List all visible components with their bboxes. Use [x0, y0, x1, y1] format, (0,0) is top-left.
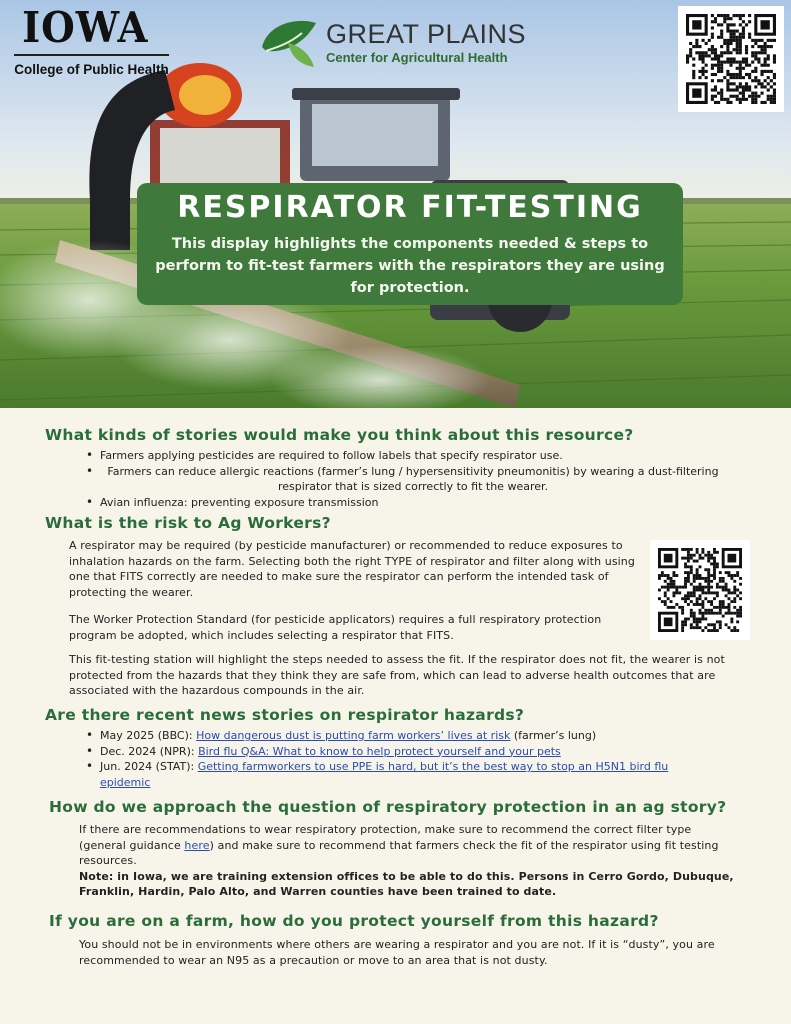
- risk-paragraph-2: The Worker Protection Standard (for pesticide applicators) requires a full respiratory protection program be adopted, which includes selecting a respirator that FITS.: [69, 613, 602, 642]
- protect-paragraph: You should not be in environments where others are wearing a respirator and you are not. If it is “dusty”, you are recommended to wear an N95 as a precaution or move to an area that is not dusty.: [79, 938, 715, 967]
- news-note: (farmer’s lung): [510, 729, 597, 742]
- approach-note: Note: in Iowa, we are training extension offices to be able to do this. Persons in Cerro Gordo, Dubuque, Franklin, Hardin, Palo Alto, and Warren counties have been trained to date.: [79, 869, 734, 899]
- iowa-wordmark: IOWA: [22, 3, 149, 52]
- news-link-stat[interactable]: Getting farmworkers to use PPE is hard, but it’s the best way to stop an H5N1 bird flu epidemic: [100, 760, 669, 789]
- college-name: College of Public Health: [14, 62, 169, 77]
- qr-code-top[interactable]: [678, 6, 784, 112]
- page-subtitle: This display highlights the components needed & steps to perform to fit-test farmers with the respirators they are using for protection.: [155, 236, 665, 296]
- approach-heading: How do we approach the question of respiratory protection in an ag story?: [49, 798, 727, 816]
- great-plains-subtitle: Center for Agricultural Health: [326, 49, 508, 65]
- news-source: Dec. 2024 (NPR):: [100, 744, 199, 758]
- qr-code-inline[interactable]: [650, 540, 750, 640]
- news-link-bbc[interactable]: How dangerous dust is putting farm workers’ lives at risk: [196, 729, 511, 742]
- risk-heading: What is the risk to Ag Workers?: [45, 514, 331, 532]
- news-item: [86, 744, 706, 760]
- news-source: May 2025 (BBC):: [100, 729, 197, 742]
- list-item: • Farmers can reduce allergic reactions (farmer’s lung / hypersensitivity pneumonitis) by wearing a dust-filtering respirator that is sized correctly to fit the wearer.: [86, 464, 726, 495]
- qr-code-icon: [658, 548, 742, 632]
- list-item: • Farmers applying pesticides are required to follow labels that specify respirator use.: [86, 448, 726, 464]
- news-item: [86, 728, 706, 744]
- stories-list: [86, 448, 726, 510]
- news-source: Jun. 2024 (STAT):: [100, 760, 198, 774]
- iowa-logo: [14, 3, 169, 77]
- qr-code-icon: [686, 14, 776, 104]
- protect-heading: If you are on a farm, how do you protect yourself from this hazard?: [49, 912, 659, 930]
- great-plains-title: GREAT PLAINS: [326, 18, 527, 49]
- title-banner: [137, 183, 683, 305]
- great-plains-logo: [258, 12, 526, 72]
- approach-paragraph: If there are recommendations to wear respiratory protection, make sure to recommend the correct filter type (general guidance here) and make sure to recommend that farmers check the fit of the respirator using fit testing resources. Note: in Iowa, we are training extension offices to be able to do this. Persons in Cerro Gordo, Dubuque, Franklin, Hardin, Palo Alto, and Warren counties have been trained to date.: [79, 822, 739, 900]
- news-link-npr[interactable]: Bird flu Q&A: What to know to help protect yourself and your pets: [198, 744, 561, 758]
- stories-heading: What kinds of stories would make you think about this resource?: [45, 426, 634, 444]
- logo-divider: [14, 54, 169, 56]
- filter-guidance-link[interactable]: here: [184, 838, 210, 852]
- risk-paragraph-3: This fit-testing station will highlight the steps needed to assess the fit. If the respirator does not fit, the wearer is not protected from the hazards that they think they are safe from, which can lead to adverse health outcomes that are associated with the hazardous compounds in the air.: [69, 653, 725, 698]
- risk-paragraph-1: A respirator may be required (by pesticide manufacturer) or recommended to reduce exposures to inhalation hazards on the farm. Selecting both the right TYPE of respirator and filter along with using one that FITS correctly are needed to make sure the respirator can perform the intended task of protecting the wearer.: [69, 539, 635, 599]
- page-title: RESPIRATOR FIT-TESTING: [177, 190, 643, 225]
- content-area: [0, 408, 791, 1024]
- news-item: [86, 759, 706, 790]
- hero-photo: [0, 0, 791, 408]
- leaf-icon: [258, 13, 320, 71]
- list-item: • Avian influenza: preventing exposure transmission: [86, 495, 726, 511]
- news-list: [86, 728, 706, 790]
- news-heading: Are there recent news stories on respirator hazards?: [45, 706, 525, 724]
